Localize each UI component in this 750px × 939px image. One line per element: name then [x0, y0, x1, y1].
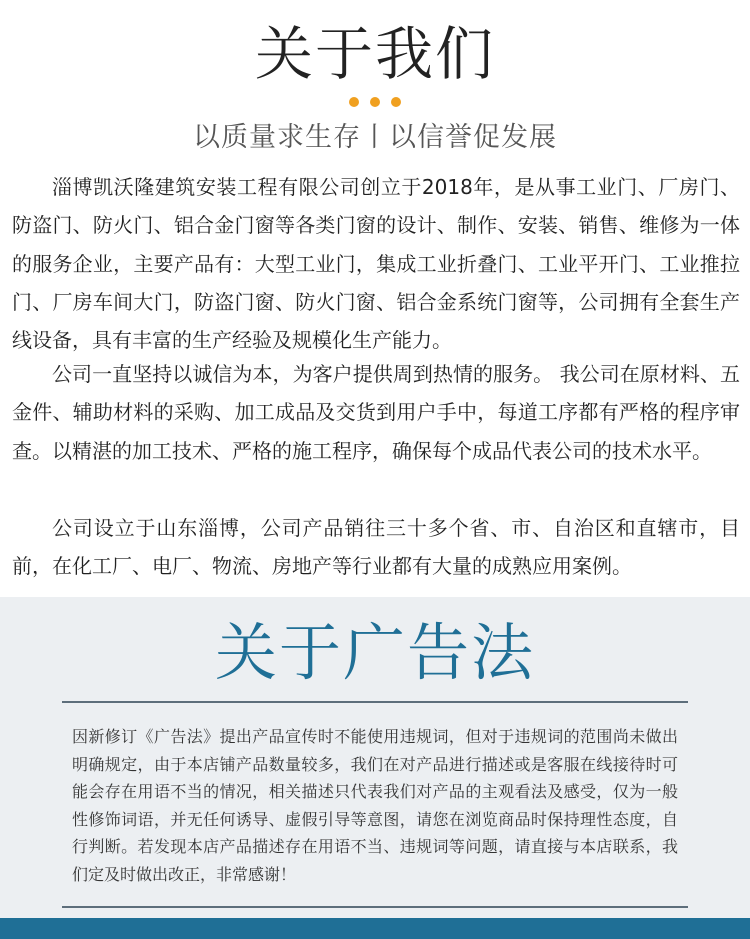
- company-slogan: 以质量求生存丨以信誉促发展: [193, 122, 557, 153]
- intro-paragraph-1: 淄博凯沃隆建筑安装工程有限公司创立于2018年，是从事工业门、厂房门、防盗门、防火门、铝合金门窗等各类门窗的设计、制作、安装、销售、维修为一体的服务企业，主要产品有：大型工业门，集成工业折叠门、工业平开门、工业推拉门、厂房车间大门，防盗门窗、防火门窗、铝合金系统门窗等，公司拥有全套生产线设备，具有丰富的生产经验及规模化生产能力。: [12, 175, 740, 353]
- ad-law-title: 关于广告法: [214, 616, 535, 689]
- dot-icon: [391, 97, 401, 107]
- dot-icon: [370, 97, 380, 107]
- intro-paragraph-3: 公司设立于山东淄博，公司产品销往三十多个省、市、自治区和直辖市，目前，在化工厂、电厂、物流、房地产等行业都有大量的成熟应用案例。: [12, 516, 740, 579]
- bottom-divider-bar: [0, 918, 750, 939]
- ad-law-notice-box: [62, 701, 688, 908]
- decorative-dots: [0, 97, 750, 109]
- about-us-title: 关于我们: [254, 20, 495, 88]
- ad-law-notice-text: 因新修订《广告法》提出产品宣传时不能使用违规词，但对于违规词的范围尚未做出明确规定，由于本店铺产品数量较多，我们在对产品进行描述或是客服在线接待时可能会存在用语不当的情况，相关描述只代表我们对产品的主观看法及感受，仅为一般性修饰词语，并无任何诱导、虚假引导等意图，请您在浏览商品时保持理性态度，自行判断。若发现本店产品描述存在用语不当、违规词等问题，请直接与本店联系，我们定及时做出改正，非常感谢！: [72, 727, 678, 884]
- dot-icon: [349, 97, 359, 107]
- ad-law-section: [0, 597, 750, 939]
- intro-paragraph-2: 公司一直坚持以诚信为本，为客户提供周到热情的服务。 我公司在原材料、五金件、辅助材料的采购、加工成品及交货到用户手中，每道工序都有严格的程序审查。以精湛的加工技术、严格的施工程序，确保每个成品代表公司的技术水平。: [12, 362, 740, 463]
